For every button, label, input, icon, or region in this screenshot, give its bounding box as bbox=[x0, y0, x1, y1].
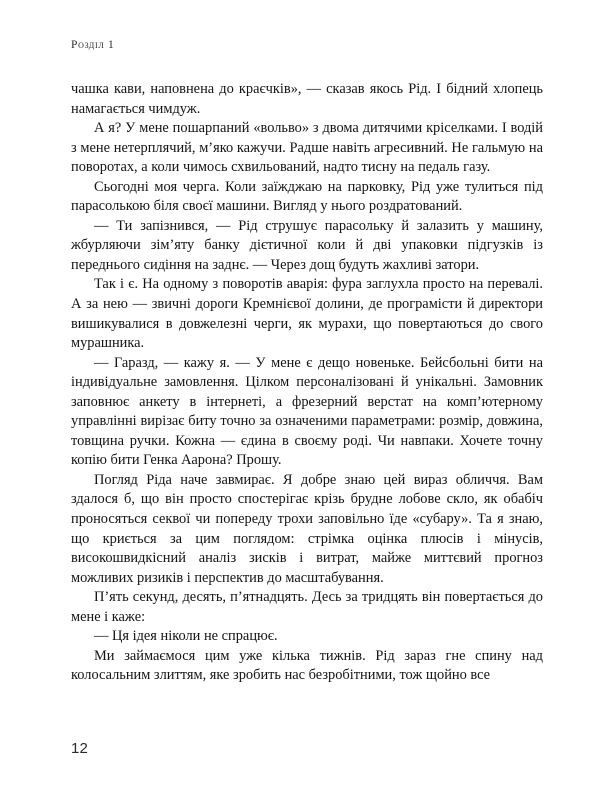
paragraph: Сьогодні моя черга. Коли заїжджаю на парковку, Рід уже тулиться під парасолькою біля своєї машини. Вигляд у нього роздратований. bbox=[71, 178, 543, 215]
paragraph: — Ти запізнився, — Рід струшує парасольку й залазить у машину, жбурляючи зім’яту банку дієтичної коли й дві упаковки підгузків із переднього сидіння на заднє. — Через дощ будуть жахливі затори. bbox=[71, 217, 543, 273]
paragraph: — Ця ідея ніколи не спрацює. bbox=[94, 628, 278, 645]
paragraph: П’ять секунд, десять, п’ятнадцять. Десь за тридцять він повертається до мене і каже: bbox=[71, 589, 543, 625]
paragraph: чашка кави, наповнена до краєчків», — сказав якось Рід. І бідний хлопець намагається чимдуж. bbox=[71, 81, 543, 117]
paragraph: Ми займаємося цим уже кілька тижнів. Рід зараз гне спину над колосальним злиттям, яке зробить нас безробітними, тож щойно все bbox=[71, 647, 543, 684]
page-number: 12 bbox=[71, 740, 89, 757]
running-header: Розділ 1 bbox=[71, 39, 115, 51]
paragraph: Так і є. На одному з поворотів аварія: фура заглухла просто на перевалі. А за нею — звичні дороги Кремнієвої долини, де програмісти й директори вишикувалися в довжелезні черги, як мурахи, що повертаються до свого мурашника. bbox=[71, 276, 543, 352]
paragraph: — Гаразд, — кажу я. — У мене є дещо новеньке. Бейсбольні бити на індивідуальне замовлення. Цілком персоналізовані й унікальні. Замовник заповнює анкету в інтернеті, а фрезерний верстат на комп’ютерному управлінні вирізає биту точно за означеними параметрами: розмір, довжина, товщина ручки. Кожна — єдина в своєму роді. Чи навпаки. Хочете точну копію бити Генка Аарона? Прошу. bbox=[71, 354, 543, 469]
paragraph: Погляд Ріда наче завмирає. Я добре знаю цей вираз обличчя. Вам здалося б, що він просто спостерігає крізь брудне лобове скло, як обабіч проносяться секвої чи попереду трохи заповільно їде «субару». Та я знаю, що криється за цим поглядом: стрімка оцінка плюсів і мінусів, високошвидкісний аналіз зисків і витрат, майже миттєвий прогноз можливих ризиків і перспектив до масштабування. bbox=[71, 471, 543, 586]
paragraph: А я? У мене пошарпаний «вольво» з двома дитячими кріселками. І водій з мене нетерплячий, м’яко кажучи. Радше навіть агресивний. Не гальмую на поворотах, а коли чимось схвильований, надто тисну на педаль газу. bbox=[71, 120, 543, 176]
body-text-block bbox=[71, 80, 543, 686]
